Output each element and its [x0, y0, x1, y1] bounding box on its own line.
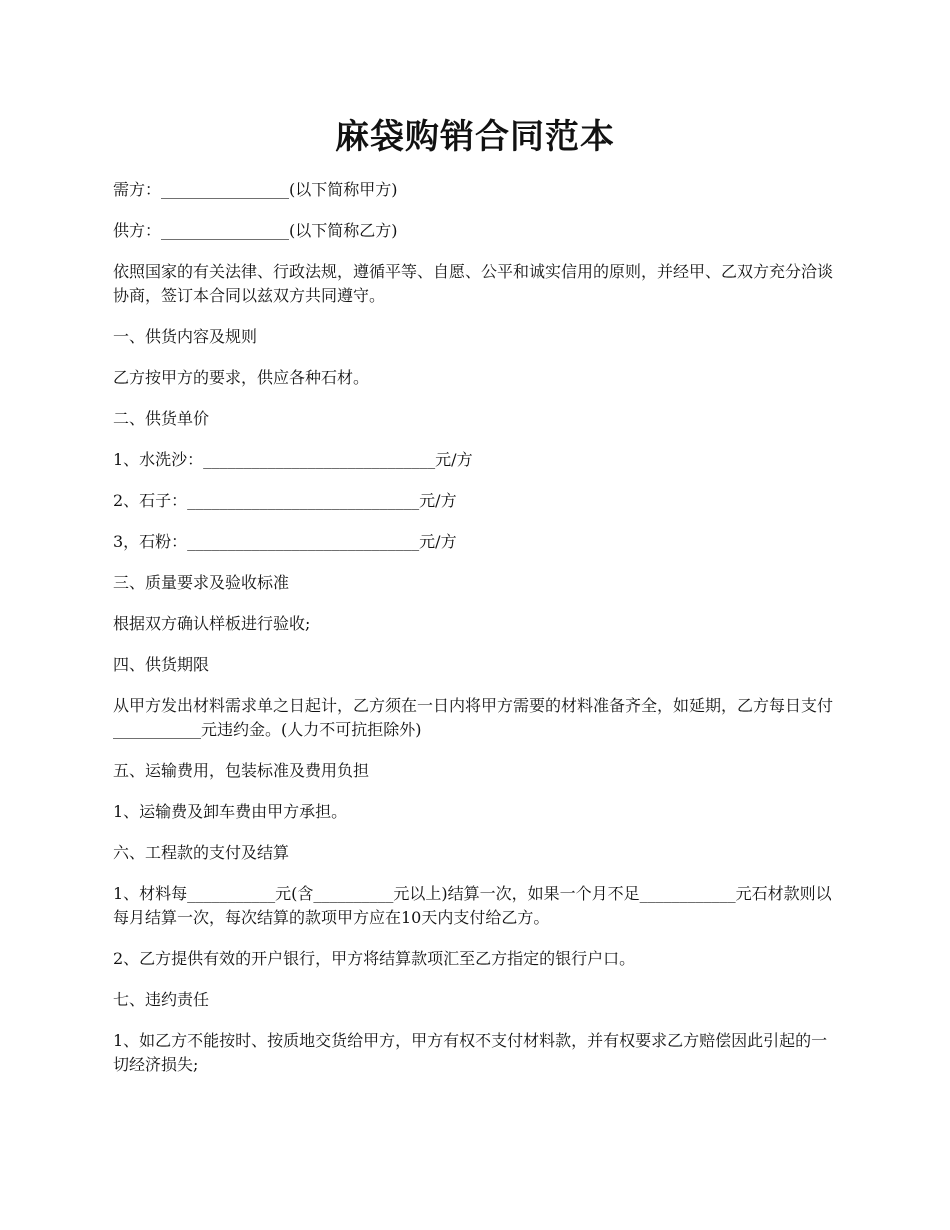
- section-1-text: 乙方按甲方的要求，供应各种石材。: [113, 368, 370, 387]
- section-7-item-1: 1、如乙方不能按时、按质地交货给甲方，甲方有权不支付材料款，并有权要求乙方赔偿因此引起的一切经济损失;: [113, 1031, 828, 1074]
- supplier-line: 供方：________________(以下简称乙方): [113, 221, 398, 240]
- section-3-text: 根据双方确认样板进行验收;: [113, 614, 311, 633]
- section-4-text: 从甲方发出材料需求单之日起计，乙方须在一日内将甲方需要的材料准备齐全，如延期，乙方每日支付___________元违约金。(人力不可抗拒除外): [113, 696, 834, 739]
- section-6-item-1: 1、材料每___________元(含__________元以上)结算一次，如果一个月不足____________元石材款则以每月结算一次，每次结算的款项甲方应在10天内支付给乙方。: [113, 884, 832, 927]
- section-heading-1: 一、供货内容及规则: [113, 327, 258, 346]
- section-5-text: 1、运输费及卸车费由甲方承担。: [113, 802, 348, 821]
- section-heading-2: 二、供货单价: [113, 409, 210, 428]
- section-heading-6: 六、工程款的支付及结算: [113, 843, 290, 862]
- section-heading-7: 七、违约责任: [113, 990, 210, 1009]
- document-body: [113, 178, 837, 1094]
- preamble-paragraph: 依照国家的有关法律、行政法规，遵循平等、自愿、公平和诚实信用的原则，并经甲、乙双方充分洽谈协商，签订本合同以兹双方共同遵守。: [113, 262, 834, 305]
- section-heading-3: 三、质量要求及验收标准: [113, 573, 290, 592]
- buyer-line: 需方：________________(以下简称甲方): [113, 180, 398, 199]
- section-heading-5: 五、运输费用，包装标准及费用负担: [113, 761, 370, 780]
- price-item-3: 3，石粉：_____________________________元/方: [113, 532, 457, 551]
- price-item-2: 2、石子：_____________________________元/方: [113, 491, 457, 510]
- document-title: 麻袋购销合同范本: [335, 117, 615, 157]
- section-heading-4: 四、供货期限: [113, 655, 210, 674]
- section-6-item-2: 2、乙方提供有效的开户银行，甲方将结算款项汇至乙方指定的银行户口。: [113, 949, 636, 968]
- price-item-1: 1、水洗沙：_____________________________元/方: [113, 450, 473, 469]
